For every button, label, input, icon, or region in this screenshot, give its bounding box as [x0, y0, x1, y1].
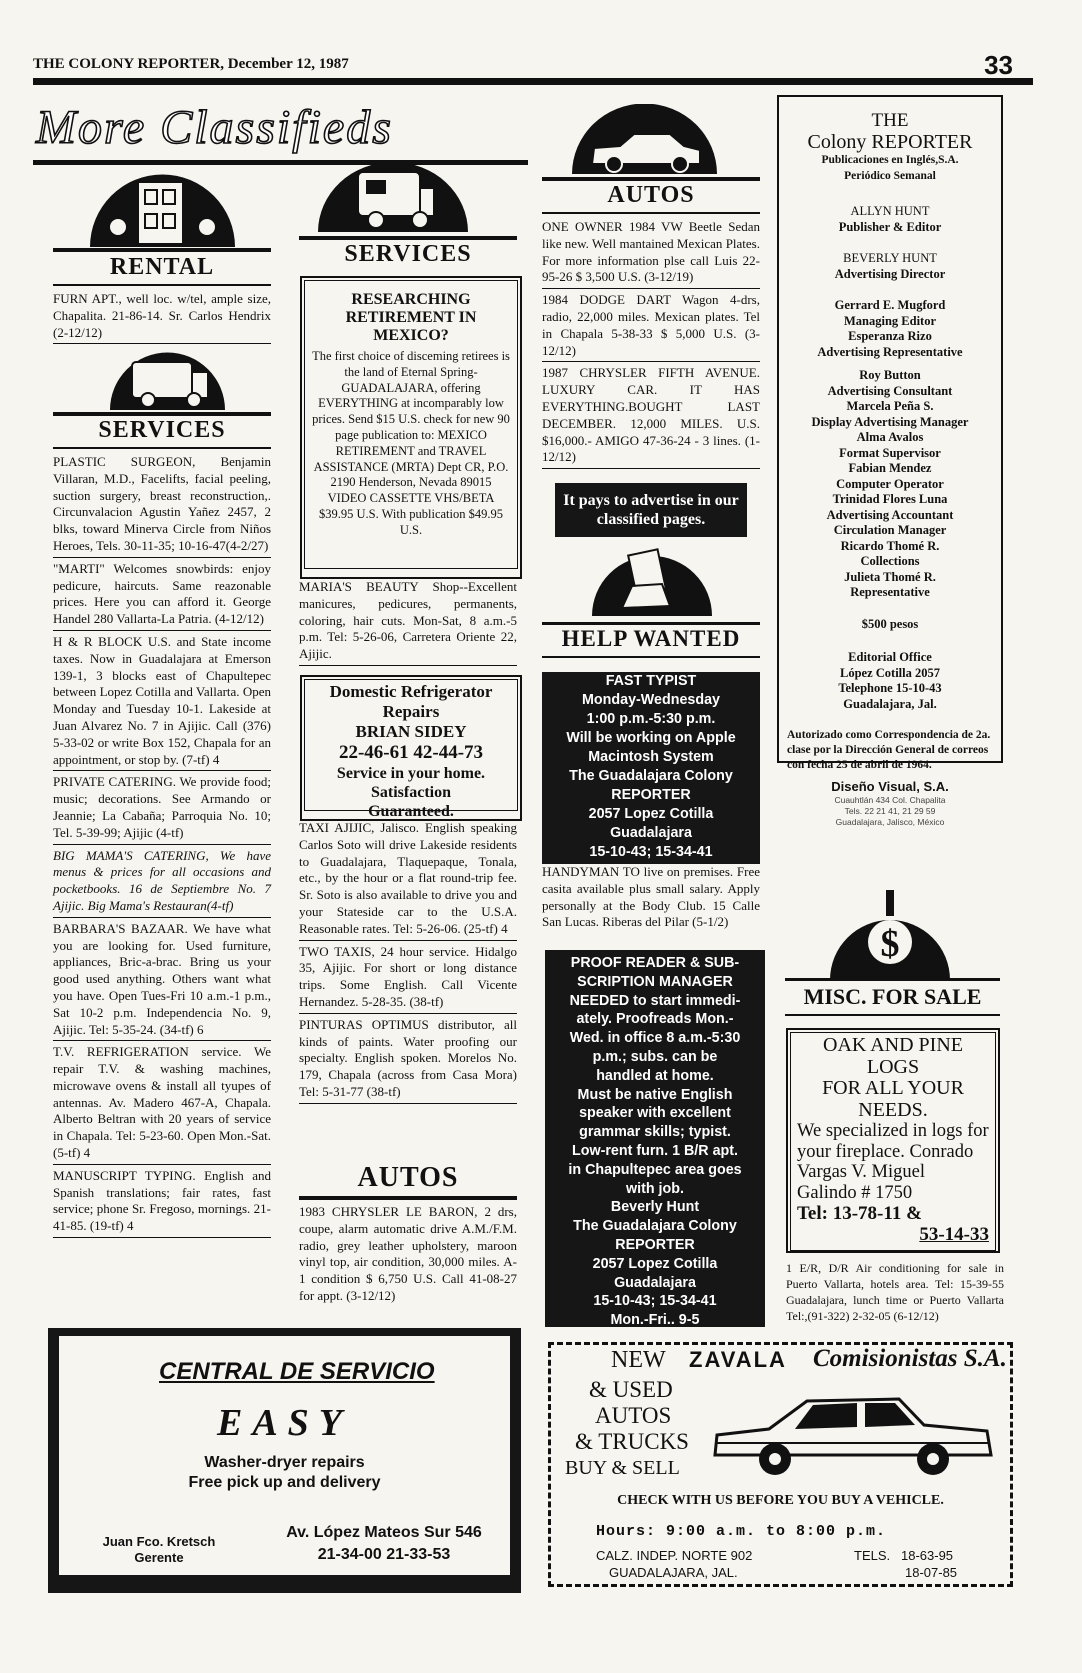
classified-ad: PRIVATE CATERING. We provide food; music; decorations. See Armando or Jeannie; La Cabaña; Parroquia No. 10; Tel. 5-39-99; Ajijic (4-tf): [53, 771, 271, 844]
diseno-line: Guadalajara, Jalisco, México: [835, 816, 945, 827]
rental-heading: RENTAL: [109, 254, 215, 280]
autos-heading-right: AUTOS: [607, 182, 695, 208]
proofreader-line: in Chapultepec area goes: [568, 1161, 742, 1178]
staff-role: Advertising Consultant: [827, 383, 953, 398]
staff-name: Roy Button: [859, 368, 921, 382]
logs-tel2: 53-14-33: [919, 1224, 989, 1245]
logs-title: OAK AND PINE: [823, 1034, 963, 1056]
retirement-box: [300, 276, 522, 579]
fast-typist-ad: [542, 672, 760, 864]
central-servicio-ad: [48, 1328, 521, 1593]
zavala-lines: [565, 1377, 689, 1481]
misc-rule: [785, 978, 1000, 981]
staff-role: Format Supervisor: [839, 445, 941, 460]
fridge-line1: Service in your home.: [336, 765, 486, 782]
services-mid-rule: [299, 236, 517, 240]
central-line1: Washer-dryer repairs: [204, 1454, 365, 1471]
classified-ad: HANDYMAN TO live on premises. Free casita available plus small salary. Apply personally at the Body Club. 15 Calle San Lucas. Riberas del Pilar (5-1/2): [542, 864, 760, 930]
retirement-body: The first choice of disceming retirees is the land of Eternal Spring-GUADALAJARA, offering EVERYTHING at incomparably low prices. Send $15 U.S. check for new 90 page publication to: MEXICO RETIREMENT and TRAVEL ASSISTANCE (MRTA) Dept CR, P.O. 2190 Henderson, Nevada 89015 VIDEO CASSETTE VHS/BETA $39.95 U.S. With publication $49.95 U.S.: [312, 349, 510, 537]
logs-title: FOR ALL YOUR: [822, 1077, 964, 1099]
fridge-line2: Satisfaction: [371, 784, 451, 801]
proofreader-line: The Guadalajara Colony: [573, 1218, 737, 1235]
proofreader-line: Guadalajara: [614, 1274, 696, 1291]
classified-ad: MANUSCRIPT TYPING. English and Spanish translations; fair rates, fast service; phone Sr. Fregoso, mornings. 21-41-85. (19-tf) 4: [53, 1165, 271, 1238]
typist-line: Will be working on Apple: [566, 730, 736, 746]
services-left-ads: [53, 451, 271, 1238]
proofreader-line: 2057 Lopez Cotilla: [592, 1255, 718, 1272]
help-wanted-heading: HELP WANTED: [561, 626, 741, 651]
classified-ad: TWO TAXIS, 24 hour service. Hidalgo 35, Ajijic. For short or long distance trips. Some English. Call Vicente Hernandez. 5-28-35. (38-tf): [299, 941, 517, 1014]
typist-line: 1:00 p.m.-5:30 p.m.: [586, 711, 716, 727]
classified-ad: PINTURAS OPTIMUS distributor, all kinds of paints. Water proofing our specialty. English spoken. Morelos No. 179, Chapala (across from Casa Mora) Tel: 5-31-77 (38-tf): [299, 1014, 517, 1104]
logs-box: [786, 1028, 1000, 1253]
zavala-check: CHECK WITH US BEFORE YOU BUY A VEHICLE.: [617, 1493, 944, 1508]
zavala-line: & USED: [589, 1377, 673, 1402]
zavala-tels-label: TELS.: [854, 1548, 891, 1563]
central-easy: EASY: [216, 1402, 353, 1444]
diseno-line: Tels. 22 21 41, 21 29 59: [844, 805, 936, 816]
zavala-addr1: CALZ. INDEP. NORTE 902: [596, 1548, 753, 1563]
autos-mid-ads: [299, 1201, 517, 1307]
typist-line: Macintosh System: [588, 749, 714, 765]
misc-ads: [786, 1257, 1004, 1326]
staff-role: Publisher & Editor: [838, 219, 942, 234]
services-mid-ads-a: [299, 576, 517, 666]
classified-ad: 1 E/R, D/R Air conditioning for sale in Puerto Vallarta, hotels area. Tel: 15-39-55 Guadalajara, lunch time or Puerto Vallarta Tel:,(91-322) 2-32-05 (6-12/12): [786, 1261, 1004, 1323]
retirement-title: RESEARCHING RETIREMENT IN MEXICO?: [345, 291, 477, 344]
page-header: [33, 52, 1033, 85]
fridge-name: BRIAN SIDEY: [355, 722, 467, 741]
proofreader-line: SCRIPTION MANAGER: [577, 973, 733, 990]
proofreader-line: 15-10-43; 15-34-41: [593, 1293, 717, 1310]
zavala-hours: Hours: 9:00 a.m. to 8:00 p.m.: [596, 1523, 887, 1540]
misc-heading: MISC. FOR SALE: [803, 984, 982, 1009]
staff-role: Representative: [850, 585, 930, 599]
rental-rule-bottom: [53, 284, 271, 286]
misc-rule-bottom: [785, 1014, 1000, 1016]
classified-ad: ONE OWNER 1984 VW Beetle Sedan like new. Well mantained Mexican Plates. For more information plse call Luis 22-95-26 $ 3,500 U.S. (3-12/19): [542, 216, 760, 289]
zavala-line: & TRUCKS: [575, 1429, 689, 1454]
classified-ad: 1984 DODGE DART Wagon 4-drs, radio, 22,000 miles. Mexican plates. Tel in Chapala 5-38-33 $ 5,000 U.S. (3-12/12): [542, 289, 760, 362]
proofreader-line: with job.: [626, 1180, 684, 1197]
staff-name: Ricardo Thomé R.: [840, 538, 940, 553]
classified-ad: MARIA'S BEAUTY Shop--Excellent manicures, pedicures, permanents, coloring, hair cuts. Mon-Sat, 8 a.m.-5 p.m. Tel: 5-26-06, Carretera Oriente 22, Ajijic.: [299, 576, 517, 666]
staff-name: BEVERLY HUNT: [843, 251, 937, 265]
central-line2: Free pick up and delivery: [188, 1474, 381, 1491]
proofreader-line: PROOF READER & SUB-: [570, 955, 740, 971]
masthead-name: Colony REPORTER: [807, 131, 973, 153]
help-wanted-hand-icon: [592, 546, 712, 616]
staff-role: Managing Editor: [843, 313, 937, 328]
proofreader-line: grammar skills; typist.: [579, 1124, 731, 1141]
central-brand: CENTRAL DE SERVICIO: [159, 1358, 435, 1385]
classified-ad: PLASTIC SURGEON, Benjamin Villaran, M.D., Facelifts, facial peeling, suction surgery, breast reconstruction,. Circunvalacion Agustin Yañez 2457, 2 blks, toward Minerva Circle from Niños Heroes, Tels. 30-11-35; 10-16-47(4-2/27): [53, 451, 271, 558]
fridge-phones: 22-46-61 42-44-73: [338, 742, 484, 763]
autos-mid-rule: [299, 1196, 517, 1200]
services-van-icon: [318, 162, 468, 232]
proofreader-line: REPORTER: [615, 1236, 695, 1253]
autos-right-ads: [542, 216, 760, 469]
classified-ad: "MARTI" Welcomes snowbirds: enjoy pedicure, haircuts. Same reazonable prices. Here you can afford it. George Handel 280 Vallarta-La Patria. (4-12/12): [53, 558, 271, 631]
masthead-autorizado: Autorizado como Correspondencia de 2a. clase por la Dirección General de correos con fecha 25 de abril de 1964.: [787, 729, 991, 771]
proofreader-line: Mon.-Fri.. 9-5: [610, 1312, 700, 1329]
zavala-comisionistas: Comisionistas S.A.: [813, 1345, 1007, 1372]
autos-heading-mid: AUTOS: [357, 1162, 459, 1193]
staff-role: Computer Operator: [836, 476, 944, 491]
typist-line: FAST TYPIST: [605, 673, 697, 689]
proofreader-line: speaker with excellent: [579, 1105, 731, 1122]
staff-name: Gerrard E. Mugford: [834, 298, 946, 312]
logs-body: We specialized in logs for your fireplace. Conrado Vargas V. Miguel Galindo # 1750: [797, 1121, 989, 1203]
page-number: 33: [984, 50, 1013, 80]
classified-ad: H & R BLOCK U.S. and State income taxes. Now in Guadalajara at Emerson 139-1, 3 blocks east of Chapultepec between Lopez Cotilla and Vallarta. Open Monday and Tuesday 10-1. Lakeside at Juan Alvarez No. 7 in Ajijic. Call (376) 5-33-02 or write Box 152, Chapala for an appointment, or stop by. (7-tf) 4: [53, 631, 271, 771]
masthead-diseno: Diseño Visual, S.A.: [831, 779, 949, 794]
masthead-pub2: Periódico Semanal: [844, 169, 936, 182]
logs-tel: Tel: 13-78-11 &: [797, 1203, 922, 1224]
fridge-line3: Guaranteed.: [368, 803, 454, 820]
zavala-ad: [548, 1342, 1013, 1587]
proofreader-line: Low-rent furn. 1 B/R apt.: [572, 1142, 738, 1159]
classified-ad: FURN APT., well loc. w/tel, ample size, Chapalita. 21-86-14. Sr. Carlos Hendrix (2-12/12): [53, 288, 271, 344]
staff-role: Advertising Director: [834, 266, 946, 281]
services-truck-icon: [110, 348, 225, 410]
central-contact-name: Juan Fco. Kretsch: [102, 1534, 216, 1549]
proofreader-line: ately. Proofreads Mon.-: [576, 1011, 734, 1028]
handyman-ad-wrap: [542, 861, 760, 933]
services-heading-left: SERVICES: [98, 417, 226, 443]
office-line: López Cotilla 2057: [840, 665, 940, 680]
staff-role: Display Advertising Manager: [811, 414, 969, 429]
pays-to-advertise-box: It pays to advertise in our classified pages.: [555, 483, 747, 537]
services-rule-bottom: [53, 447, 271, 449]
help-wanted-rule-bottom: [542, 656, 760, 658]
office-line: Guadalajara, Jal.: [843, 696, 937, 711]
zavala-line: BUY & SELL: [565, 1457, 680, 1479]
services-rule: [53, 412, 271, 416]
office-line: Editorial Office: [848, 650, 932, 664]
staff-name: Fabian Mendez: [848, 461, 932, 475]
staff-role: Collections: [860, 554, 920, 568]
office-line: Telephone 15-10-43: [838, 681, 942, 695]
central-phones: 21-34-00 21-33-53: [317, 1546, 451, 1563]
masthead-the: THE: [871, 110, 909, 131]
typist-line: Monday-Wednesday: [582, 692, 720, 708]
proofreader-line: NEEDED to start immedi-: [569, 992, 741, 1009]
proofreader-line: p.m.; subs. can be: [592, 1048, 718, 1065]
autos-car-icon: [572, 104, 717, 174]
classified-ad: 1983 CHRYSLER LE BARON, 2 drs, coupe, alarm automatic drive A.M./F.M. radio, grey leather upholstery, maroon vinyl top, air condition, 30,000 miles. A-1 condition $ 6,750 U.S. Call 41-08-27 for appt. (3-12/12): [299, 1204, 517, 1303]
services-heading-mid: SERVICES: [344, 241, 472, 267]
zavala-addr2: GUADALAJARA, JAL.: [609, 1565, 738, 1580]
masthead-price: $500 pesos: [861, 616, 919, 631]
masthead-pub1: Publicaciones en Inglés,S.A.: [821, 154, 959, 166]
central-contact-role: Gerente: [134, 1550, 184, 1565]
staff-name: Trinidad Flores Luna: [832, 492, 948, 506]
newspaper-dateline: THE COLONY REPORTER, December 12, 1987: [33, 56, 349, 72]
zavala-tel2: 18-07-85: [905, 1565, 958, 1580]
fridge-repair-box: [300, 675, 522, 821]
zavala-tel1: 18-63-95: [901, 1548, 954, 1563]
staff-name: Marcela Peña S.: [846, 399, 934, 413]
logs-title: LOGS: [866, 1055, 920, 1078]
zavala-new: NEW: [611, 1347, 666, 1373]
zavala-name: ZAVALA: [689, 1347, 787, 1372]
typist-line: Guadalajara: [610, 825, 692, 841]
proofreader-line: Beverly Hunt: [610, 1199, 700, 1216]
staff-masthead-box: [777, 95, 1003, 827]
proofreader-line: Must be native English: [577, 1086, 733, 1103]
diseno-line: Cuauhtlán 434 Col. Chapalita: [834, 794, 946, 805]
staff-role: Advertising Accountant: [826, 507, 954, 522]
typist-line: 15-10-43; 15-34-41: [589, 844, 713, 860]
staff-name: Alma Avalos: [856, 430, 924, 444]
rental-ads: [53, 288, 271, 344]
autos-right-rule-bottom: [542, 212, 760, 214]
staff-name: ALLYN HUNT: [850, 204, 930, 218]
dollar-sign-icon: [830, 890, 950, 980]
more-classifieds-title: More Classifieds: [36, 101, 393, 154]
central-address: Av. López Mateos Sur 546: [286, 1524, 482, 1541]
proof-reader-ad: [545, 950, 765, 1327]
proofreader-line: handled at home.: [596, 1067, 714, 1084]
zavala-line: AUTOS: [595, 1403, 672, 1428]
typist-line: 2057 Lopez Cotilla: [588, 806, 714, 822]
classified-ad: 1987 CHRYSLER FIFTH AVENUE. LUXURY CAR. IT HAS EVERYTHING.BOUGHT LAST DECEMBER. 12,000 MILES. U.S. $16,000.- AMIGO 47-36-24 - 3 lines. (1-12/12): [542, 362, 760, 469]
classified-ad: BARBARA'S BAZAAR. We have what you are looking for. Used furniture, appliances, Bric-a-brac. Bring us your good used anything. Others want what you have. Open Tues-Fri 10 a.m.-1 p.m., Sat 10-2 p.m. Independencia No. 9, Ajijic. Tel: 5-35-24. (34-tf) 6: [53, 918, 271, 1042]
staff-role: Advertising Representative: [817, 344, 963, 359]
rental-rule: [53, 248, 271, 252]
services-mid-ads-b: [299, 817, 517, 1104]
autos-right-rule: [542, 177, 760, 181]
staff-role: Circulation Manager: [833, 523, 947, 537]
staff-name: Esperanza Rizo: [848, 329, 932, 343]
fridge-title: Domestic Refrigerator Repairs: [329, 682, 493, 721]
zavala-car-icon: [709, 1385, 999, 1480]
logs-title: NEEDS.: [858, 1098, 928, 1121]
typist-line: REPORTER: [611, 787, 691, 803]
help-wanted-rule: [542, 622, 760, 625]
svg-text:$: $: [880, 923, 900, 965]
staff-name: Julieta Thomé R.: [844, 569, 936, 584]
classified-ad: BIG MAMA'S CATERING, We have menus & prices for all occasions and pocketbooks. 16 de Septiembre No. 7 Ajijic. Big Mama's Restauran(4-tf): [53, 845, 271, 918]
rental-house-icon: [90, 172, 235, 247]
classified-ad: TAXI AJIJIC, Jalisco. English speaking Carlos Soto will drive Lakeside residents to Guadalajara, Tlaquepaque, Tonala, etc., by the hour or a flat round-trip fee. Sr. Soto is also available to drive you and your Stateside car to the U.S.A. Reasonable rates. Tel: 5-26-06. (25-tf) 4: [299, 817, 517, 941]
typist-line: The Guadalajara Colony: [569, 768, 733, 784]
classified-ad: T.V. REFRIGERATION service. We repair T.V. & washing machines, microwave ovens & install all tyupes of antennas. Av. Madero 467-A, Chapala. Alberto Beltran with 20 years of service in Chapala. Tel: 5-23-60. Open Mon.-Sat. (5-tf) 4: [53, 1041, 271, 1165]
proofreader-line: Wed. in office 8 a.m.-5:30: [569, 1030, 741, 1047]
